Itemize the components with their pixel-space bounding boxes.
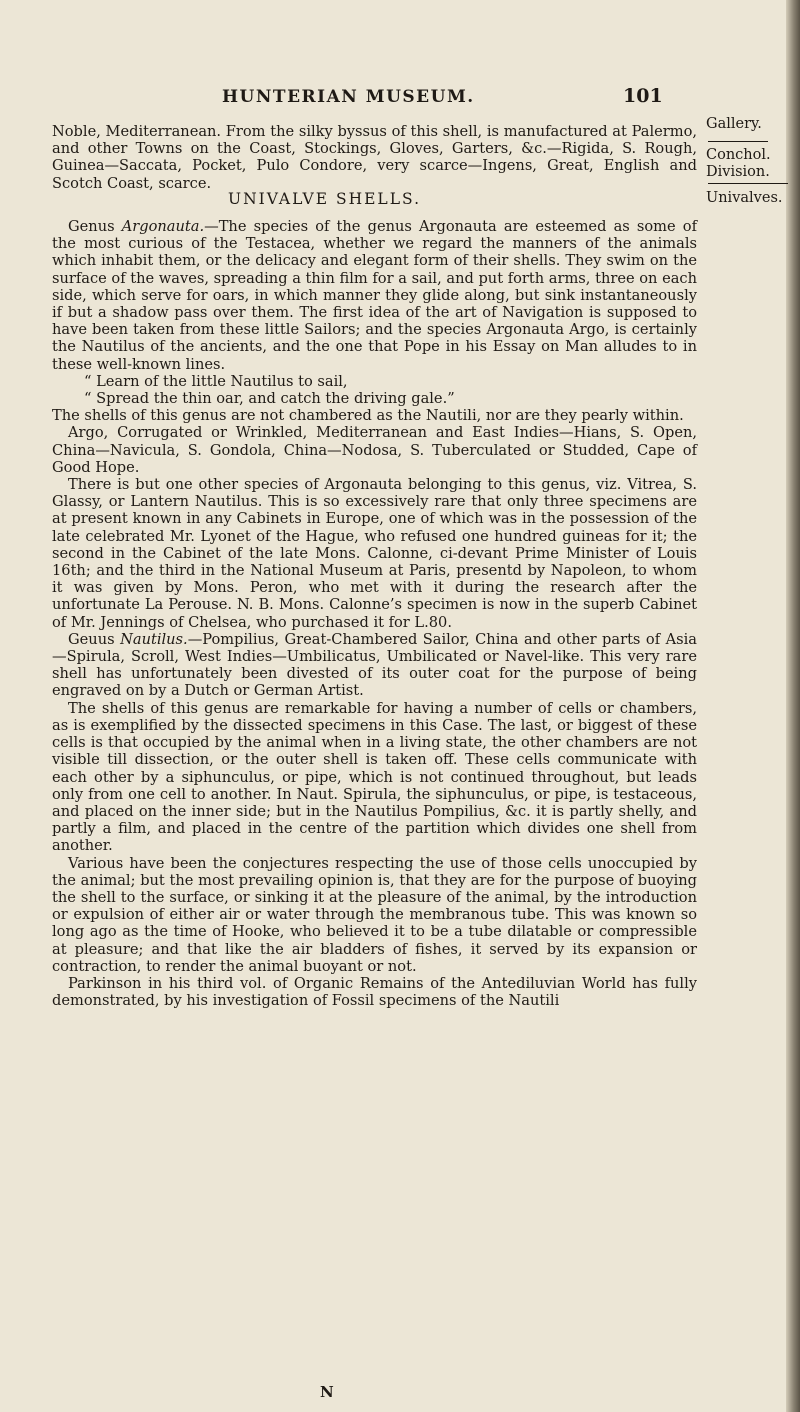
- signature-mark: N: [320, 1383, 334, 1401]
- margin-note-gallery: Gallery.: [706, 116, 762, 132]
- margin-notes-univalves: [706, 190, 794, 207]
- nautilus-paragraph-3: Various have been the conjectures respecting the use of those cells unoccupied by the animal; but the most prevailing opinion is, that they are for the purpose of buoying the shell to the surface, or sinking it at the pleasure of the animal, by the introduction or expulsion of either air or water through the membranous tube. This was known so long ago as the time of Hooke, who believed it to be a tube dilatable or compressible at pleasure; and that like the air bladders of fishes, it served by its expansion or contraction, to render the animal buoyant or not.: [52, 854, 697, 975]
- genus-name-argonauta: Argonauta.: [121, 218, 205, 235]
- intro-paragraph: Noble, Mediterranean. From the silky byssus of this shell, is manufactured at Palermo, and other Towns on the Coast, Stockings, Gloves, Garters, &c.—Rigida, S. Rough, Guinea—Saccata, Pocket, Pulo Condore, very scarce—Ingens, Great, English and Scotch Coast, scarce.: [52, 123, 697, 192]
- nautilus-paragraph-4: Parkinson in his third vol. of Organic Remains of the Antediluvian World has fully demonstrated, by his investigation of Fossil specimens of the Nautili: [52, 974, 697, 1010]
- verse-line-2: “ Spread the thin oar, and catch the driving gale.”: [84, 390, 455, 408]
- main-body: [52, 218, 697, 1009]
- argonauta-paragraph-3: Argo, Corrugated or Wrinkled, Mediterranean and East Indies—Hians, S. Open, China—Navicula, S. Gondola, China—Nodosa, S. Tuberculated or Studded, Cape of Good Hope.: [52, 424, 697, 476]
- margin-rule-long: [708, 183, 788, 184]
- argonauta-intro-paragraph: [52, 218, 697, 373]
- section-heading: UNIVALVE SHELLS.: [228, 190, 422, 208]
- genus-name-nautilus: Nautilus.: [120, 630, 188, 648]
- nautilus-paragraph-1-text: —Pompilius, Great-Chambered Sailor, China and other parts of Asia—Spirula, Scroll, West Indies—Umbilicatus, Umbilicated or Navel-like. This very rare shell has unfortunately been divested of its outer coat for the purpose of being engraved on by a Dutch or German Artist.: [52, 630, 697, 700]
- nautilus-paragraph-1: [52, 631, 697, 700]
- argonauta-paragraph-4: There is but one other species of Argonauta belonging to this genus, viz. Vitrea, S. Glassy, or Lantern Nautilus. This is so excessively rare that only three specimens are at present known in any Cabinets in Europe, one of which was in the possession of the late celebrated Mr. Lyonet of the Hague, who refused one hundred guineas for it; the second in the Cabinet of the late Mons. Calonne, ci-devant Prime Minister of Louis 16th; and the third in the National Museum at Paris, presentd by Napoleon, to whom it was given by Mons. Peron, who met with it during the research after the unfortunate La Perouse. N. B. Mons. Calonne’s specimen is now in the superb Cabinet of Mr. Jennings of Chelsea, who purchased it for L.80.: [52, 476, 697, 631]
- book-binding-edge: [786, 0, 800, 1412]
- genus-label: Genus: [68, 218, 115, 235]
- margin-note-division: Division.: [706, 164, 770, 180]
- argonauta-intro-text: —The species of the genus Argonauta are esteemed as some of the most curious of the Testacea, whether we regard the manners of the animals which inhabit them, or the delicacy and elegant form of their shells. They swim on the surface of the waves, spreading a thin film for a sail, and put forth arms, three on each side, which serve for oars, in which manner they glide along, but sink instantaneously if but a shadow pass over them. The first idea of the art of Navigation is supposed to have been taken from these little Sailors; and the species Argonauta Argo, is certainly the Nautilus of the ancients, and the one that Pope in his Essay on Man alludes to in these well-known lines.: [52, 218, 697, 373]
- intro-block: [52, 123, 697, 192]
- margin-note-univalves: Univalves.: [706, 190, 783, 206]
- nautilus-paragraph-2: The shells of this genus are remarkable for having a number of cells or chambers, as is exemplified by the dissected specimens in this Case. The last, or biggest of these cells is that occupied by the animal when in a living state, the other chambers are not visible till dissection, or the outer shell is taken off. These cells communicate with each other by a siphunculus, or pipe, which is not continued throughout, but leads only from one cell to another. In Naut. Spirula, the siphunculus, or pipe, is testaceous, and placed on the inner side; but in the Nautilus Pompilius, &c. it is partly shelly, and partly a film, and placed in the centre of the partition which divides one shell from another.: [52, 699, 697, 855]
- margin-rule: [708, 141, 768, 142]
- verse-line-1: “ Learn of the little Nautilus to sail,: [84, 372, 348, 390]
- argonauta-paragraph-2: The shells of this genus are not chambered as the Nautili, nor are they pearly within.: [52, 407, 684, 425]
- page-number: 101: [623, 85, 663, 107]
- margin-note-conchol: Conchol.: [706, 147, 771, 163]
- running-head: HUNTERIAN MUSEUM.: [222, 87, 475, 107]
- genus-label: Geuus: [68, 630, 115, 648]
- margin-notes-top: [706, 116, 794, 181]
